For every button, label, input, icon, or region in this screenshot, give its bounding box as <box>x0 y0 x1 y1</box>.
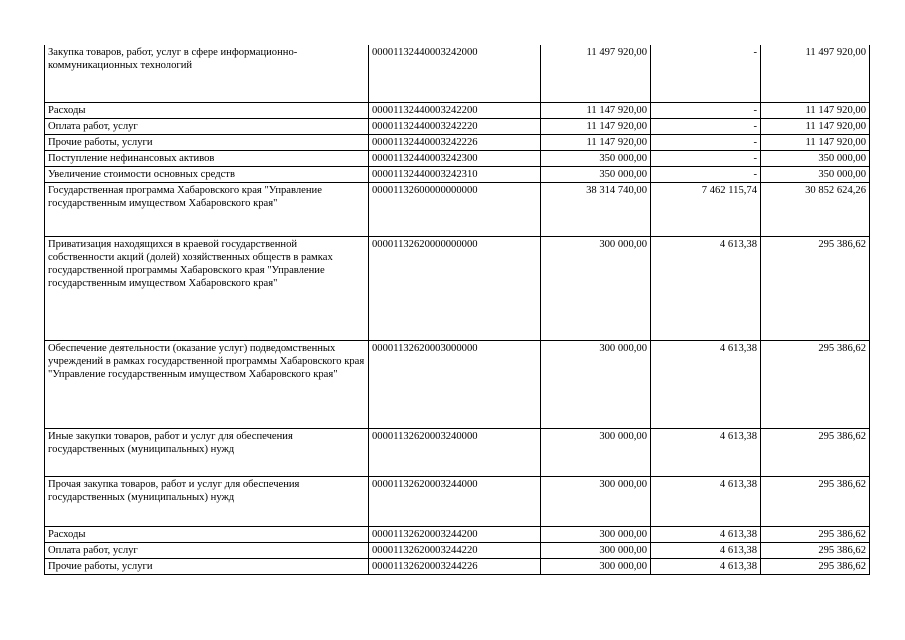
row-approved: 38 314 740,00 <box>541 182 651 236</box>
row-name: Прочие работы, услуги <box>45 558 369 574</box>
row-executed: 4 613,38 <box>651 542 761 558</box>
row-approved: 300 000,00 <box>541 542 651 558</box>
row-remaining: 295 386,62 <box>761 558 870 574</box>
row-executed: 7 462 115,74 <box>651 182 761 236</box>
row-executed: - <box>651 102 761 118</box>
row-code: 00001132620003244200 <box>369 526 541 542</box>
row-executed: 4 613,38 <box>651 526 761 542</box>
row-remaining: 11 497 920,00 <box>761 45 870 102</box>
row-code: 00001132440003242300 <box>369 150 541 166</box>
row-approved: 350 000,00 <box>541 166 651 182</box>
row-name: Расходы <box>45 102 369 118</box>
row-approved: 300 000,00 <box>541 236 651 340</box>
row-code: 00001132440003242220 <box>369 118 541 134</box>
row-approved: 300 000,00 <box>541 476 651 526</box>
row-remaining: 11 147 920,00 <box>761 102 870 118</box>
row-remaining: 30 852 624,26 <box>761 182 870 236</box>
row-approved: 350 000,00 <box>541 150 651 166</box>
row-code: 00001132620003240000 <box>369 428 541 476</box>
table-row <box>45 182 870 236</box>
row-code: 00001132620003244000 <box>369 476 541 526</box>
row-remaining: 295 386,62 <box>761 340 870 428</box>
row-executed: 4 613,38 <box>651 476 761 526</box>
row-remaining: 350 000,00 <box>761 150 870 166</box>
row-code: 00001132440003242200 <box>369 102 541 118</box>
row-remaining: 295 386,62 <box>761 542 870 558</box>
row-name: Расходы <box>45 526 369 542</box>
row-code: 00001132440003242000 <box>369 45 541 102</box>
row-remaining: 295 386,62 <box>761 476 870 526</box>
table-row <box>45 428 870 476</box>
row-remaining: 295 386,62 <box>761 428 870 476</box>
row-remaining: 295 386,62 <box>761 236 870 340</box>
row-executed: 4 613,38 <box>651 340 761 428</box>
table-row <box>45 236 870 340</box>
table-row <box>45 476 870 526</box>
budget-table <box>44 45 870 575</box>
row-remaining: 295 386,62 <box>761 526 870 542</box>
table-row <box>45 340 870 428</box>
row-executed: 4 613,38 <box>651 236 761 340</box>
row-name: Оплата работ, услуг <box>45 118 369 134</box>
row-executed: 4 613,38 <box>651 558 761 574</box>
row-approved: 11 147 920,00 <box>541 102 651 118</box>
table-row <box>45 45 870 102</box>
row-name: Государственная программа Хабаровского края "Управление государственным имуществом Хабаровского края" <box>45 182 369 236</box>
row-name: Прочие работы, услуги <box>45 134 369 150</box>
row-name: Поступление нефинансовых активов <box>45 150 369 166</box>
budget-table-body <box>45 45 870 574</box>
table-row <box>45 166 870 182</box>
row-executed: - <box>651 150 761 166</box>
row-approved: 300 000,00 <box>541 526 651 542</box>
row-code: 00001132440003242310 <box>369 166 541 182</box>
row-approved: 300 000,00 <box>541 428 651 476</box>
row-remaining: 350 000,00 <box>761 166 870 182</box>
table-row <box>45 134 870 150</box>
row-name: Обеспечение деятельности (оказание услуг) подведомственных учреждений в рамках государственной программы Хабаровского края "Управление государственным имуществом Хабаровского края" <box>45 340 369 428</box>
row-executed: 4 613,38 <box>651 428 761 476</box>
row-code: 00001132620003000000 <box>369 340 541 428</box>
table-row <box>45 542 870 558</box>
row-remaining: 11 147 920,00 <box>761 134 870 150</box>
row-approved: 300 000,00 <box>541 558 651 574</box>
table-row <box>45 150 870 166</box>
table-row <box>45 102 870 118</box>
row-code: 00001132440003242226 <box>369 134 541 150</box>
row-code: 00001132600000000000 <box>369 182 541 236</box>
row-remaining: 11 147 920,00 <box>761 118 870 134</box>
row-code: 00001132620000000000 <box>369 236 541 340</box>
row-executed: - <box>651 118 761 134</box>
row-name: Увеличение стоимости основных средств <box>45 166 369 182</box>
row-code: 00001132620003244220 <box>369 542 541 558</box>
row-approved: 11 147 920,00 <box>541 134 651 150</box>
row-approved: 11 497 920,00 <box>541 45 651 102</box>
row-name: Оплата работ, услуг <box>45 542 369 558</box>
row-approved: 300 000,00 <box>541 340 651 428</box>
row-name: Прочая закупка товаров, работ и услуг для обеспечения государственных (муниципальных) нужд <box>45 476 369 526</box>
row-executed: - <box>651 166 761 182</box>
row-executed: - <box>651 45 761 102</box>
row-executed: - <box>651 134 761 150</box>
row-approved: 11 147 920,00 <box>541 118 651 134</box>
row-name: Закупка товаров, работ, услуг в сфере информационно-коммуникационных технологий <box>45 45 369 102</box>
row-code: 00001132620003244226 <box>369 558 541 574</box>
row-name: Иные закупки товаров, работ и услуг для обеспечения государственных (муниципальных) нужд <box>45 428 369 476</box>
row-name: Приватизация находящихся в краевой государственной собственности акций (долей) хозяйственных обществ в рамках государственной программы Хабаровского края "Управление государственным имуществом Хабаровского края" <box>45 236 369 340</box>
table-row <box>45 526 870 542</box>
table-row <box>45 118 870 134</box>
table-row <box>45 558 870 574</box>
